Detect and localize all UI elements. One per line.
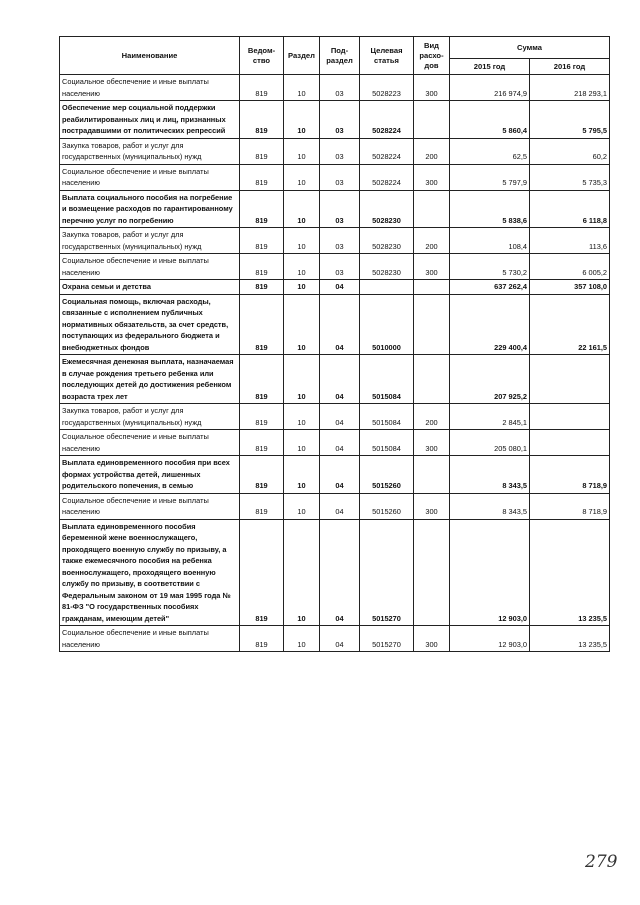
row-vedomstvo: 819: [240, 493, 284, 519]
table-row: [60, 626, 610, 652]
row-podrazdel: 03: [320, 190, 360, 228]
header-podrazdel: Под- раздел: [320, 37, 360, 75]
row-razdel: 10: [284, 456, 320, 494]
row-expense-type: 200: [414, 228, 450, 254]
row-expense-type: 300: [414, 493, 450, 519]
row-podrazdel: 03: [320, 164, 360, 190]
row-podrazdel: 04: [320, 430, 360, 456]
row-sum-2016: 357 108,0: [530, 280, 610, 295]
row-expense-type: 300: [414, 626, 450, 652]
row-sum-2016: 113,6: [530, 228, 610, 254]
row-vedomstvo: 819: [240, 430, 284, 456]
row-sum-2015: 62,5: [450, 138, 530, 164]
row-sum-2015: 216 974,9: [450, 75, 530, 101]
table-row: [60, 404, 610, 430]
row-expense-type: [414, 456, 450, 494]
row-sum-2015: 205 080,1: [450, 430, 530, 456]
row-expense-type: [414, 519, 450, 626]
row-name: Закупка товаров, работ и услуг для государственных (муниципальных) нужд: [60, 228, 240, 254]
table-row: [60, 456, 610, 494]
row-razdel: 10: [284, 138, 320, 164]
row-sum-2015: 108,4: [450, 228, 530, 254]
row-target-article: 5028224: [360, 138, 414, 164]
row-vedomstvo: 819: [240, 254, 284, 280]
row-target-article: 5015084: [360, 430, 414, 456]
row-name: Закупка товаров, работ и услуг для государственных (муниципальных) нужд: [60, 404, 240, 430]
row-sum-2016: 13 235,5: [530, 519, 610, 626]
row-sum-2016: 8 718,9: [530, 456, 610, 494]
row-target-article: 5015084: [360, 404, 414, 430]
row-razdel: 10: [284, 355, 320, 404]
row-razdel: 10: [284, 190, 320, 228]
row-razdel: 10: [284, 493, 320, 519]
table-row: [60, 190, 610, 228]
row-expense-type: [414, 280, 450, 295]
row-target-article: 5028224: [360, 101, 414, 139]
row-razdel: 10: [284, 228, 320, 254]
row-target-article: 5015084: [360, 355, 414, 404]
row-podrazdel: 03: [320, 101, 360, 139]
row-podrazdel: 03: [320, 228, 360, 254]
row-podrazdel: 03: [320, 75, 360, 101]
row-target-article: 5015270: [360, 626, 414, 652]
row-razdel: 10: [284, 75, 320, 101]
table-row: [60, 519, 610, 626]
row-sum-2015: 12 903,0: [450, 626, 530, 652]
row-sum-2015: 2 845,1: [450, 404, 530, 430]
row-sum-2016: [530, 355, 610, 404]
row-target-article: [360, 280, 414, 295]
row-name: Обеспечение мер социальной поддержки реабилитированных лиц и лиц, признанных пострадавшими от политических репрессий: [60, 101, 240, 139]
row-sum-2015: 207 925,2: [450, 355, 530, 404]
row-sum-2015: 8 343,5: [450, 456, 530, 494]
row-sum-2016: 8 718,9: [530, 493, 610, 519]
row-target-article: 5015260: [360, 456, 414, 494]
header-year-2015: 2015 год: [450, 59, 530, 75]
row-expense-type: 300: [414, 75, 450, 101]
row-vedomstvo: 819: [240, 190, 284, 228]
header-name: Наименование: [60, 37, 240, 75]
table-row: [60, 355, 610, 404]
row-vedomstvo: 819: [240, 404, 284, 430]
row-name: Социальное обеспечение и иные выплаты населению: [60, 254, 240, 280]
table-row: [60, 493, 610, 519]
row-sum-2016: 5 795,5: [530, 101, 610, 139]
row-razdel: 10: [284, 430, 320, 456]
row-expense-type: [414, 101, 450, 139]
row-vedomstvo: 819: [240, 164, 284, 190]
row-sum-2016: 22 161,5: [530, 294, 610, 355]
header-year-2016: 2016 год: [530, 59, 610, 75]
row-sum-2016: 5 735,3: [530, 164, 610, 190]
row-podrazdel: 04: [320, 294, 360, 355]
row-sum-2016: [530, 404, 610, 430]
row-podrazdel: 04: [320, 280, 360, 295]
row-target-article: 5028224: [360, 164, 414, 190]
row-target-article: 5028230: [360, 228, 414, 254]
header-sum: Сумма: [450, 37, 610, 59]
row-sum-2015: 5 797,9: [450, 164, 530, 190]
row-vedomstvo: 819: [240, 355, 284, 404]
row-sum-2015: 5 860,4: [450, 101, 530, 139]
row-podrazdel: 04: [320, 519, 360, 626]
budget-table: [59, 36, 610, 652]
row-name: Социальное обеспечение и иные выплаты населению: [60, 164, 240, 190]
row-name: Выплата единовременного пособия при всех формах устройства детей, лишенных родительского попечения, в семью: [60, 456, 240, 494]
table-row: [60, 280, 610, 295]
row-vedomstvo: 819: [240, 75, 284, 101]
row-razdel: 10: [284, 254, 320, 280]
table-row: [60, 294, 610, 355]
row-razdel: 10: [284, 164, 320, 190]
row-target-article: 5010000: [360, 294, 414, 355]
row-podrazdel: 04: [320, 626, 360, 652]
row-name: Ежемесячная денежная выплата, назначаемая в случае рождения третьего ребенка или последующих детей до достижения ребенком возраста трех лет: [60, 355, 240, 404]
header-razdel: Раздел: [284, 37, 320, 75]
row-podrazdel: 03: [320, 254, 360, 280]
row-podrazdel: 04: [320, 355, 360, 404]
row-sum-2015: 12 903,0: [450, 519, 530, 626]
row-vedomstvo: 819: [240, 138, 284, 164]
table-row: [60, 254, 610, 280]
row-sum-2015: 637 262,4: [450, 280, 530, 295]
row-expense-type: 300: [414, 254, 450, 280]
row-podrazdel: 03: [320, 138, 360, 164]
header-target-article: Целевая статья: [360, 37, 414, 75]
row-vedomstvo: 819: [240, 456, 284, 494]
row-expense-type: [414, 190, 450, 228]
row-sum-2015: 5 838,6: [450, 190, 530, 228]
row-sum-2015: 229 400,4: [450, 294, 530, 355]
row-razdel: 10: [284, 101, 320, 139]
table-row: [60, 430, 610, 456]
row-name: Закупка товаров, работ и услуг для государственных (муниципальных) нужд: [60, 138, 240, 164]
row-expense-type: 300: [414, 430, 450, 456]
row-razdel: 10: [284, 404, 320, 430]
table-row: [60, 138, 610, 164]
row-target-article: 5015270: [360, 519, 414, 626]
row-sum-2016: 218 293,1: [530, 75, 610, 101]
row-target-article: 5028223: [360, 75, 414, 101]
table-row: [60, 164, 610, 190]
row-sum-2016: 60,2: [530, 138, 610, 164]
page-number: 279: [585, 852, 618, 872]
row-podrazdel: 04: [320, 404, 360, 430]
row-vedomstvo: 819: [240, 101, 284, 139]
row-name: Выплата единовременного пособия беременной жене военнослужащего, проходящего военную службу по призыву, а также ежемесячного пособия на ребенка военнослужащего, проходящего военную службу по призыву, в соответствии с Федеральным законом от 19 мая 1995 года № 81-ФЗ "О государственных пособиях гражданам, имеющим детей": [60, 519, 240, 626]
header-expense-type: Вид расхо- дов: [414, 37, 450, 75]
row-name: Социальное обеспечение и иные выплаты населению: [60, 493, 240, 519]
header-vedomstvo: Ведом- ство: [240, 37, 284, 75]
row-sum-2016: [530, 430, 610, 456]
row-target-article: 5028230: [360, 254, 414, 280]
table-row: [60, 228, 610, 254]
row-expense-type: 200: [414, 138, 450, 164]
row-vedomstvo: 819: [240, 519, 284, 626]
row-razdel: 10: [284, 294, 320, 355]
row-sum-2016: 13 235,5: [530, 626, 610, 652]
row-sum-2015: 8 343,5: [450, 493, 530, 519]
table-row: [60, 75, 610, 101]
row-sum-2016: 6 005,2: [530, 254, 610, 280]
row-target-article: 5028230: [360, 190, 414, 228]
row-target-article: 5015260: [360, 493, 414, 519]
row-razdel: 10: [284, 280, 320, 295]
row-name: Социальное обеспечение и иные выплаты населению: [60, 626, 240, 652]
row-vedomstvo: 819: [240, 294, 284, 355]
row-sum-2016: 6 118,8: [530, 190, 610, 228]
row-name: Социальная помощь, включая расходы, связанные с исполнением публичных нормативных обязательств, за счет средств, поступающих из федерального бюджета и внебюджетных фондов: [60, 294, 240, 355]
row-sum-2015: 5 730,2: [450, 254, 530, 280]
row-podrazdel: 04: [320, 456, 360, 494]
row-vedomstvo: 819: [240, 626, 284, 652]
row-vedomstvo: 819: [240, 280, 284, 295]
row-razdel: 10: [284, 626, 320, 652]
row-expense-type: [414, 294, 450, 355]
row-name: Социальное обеспечение и иные выплаты населению: [60, 75, 240, 101]
row-expense-type: 300: [414, 164, 450, 190]
row-name: Охрана семьи и детства: [60, 280, 240, 295]
row-name: Социальное обеспечение и иные выплаты населению: [60, 430, 240, 456]
row-podrazdel: 04: [320, 493, 360, 519]
row-razdel: 10: [284, 519, 320, 626]
row-vedomstvo: 819: [240, 228, 284, 254]
row-expense-type: [414, 355, 450, 404]
row-expense-type: 200: [414, 404, 450, 430]
table-row: [60, 101, 610, 139]
row-name: Выплата социального пособия на погребение и возмещение расходов по гарантированному перечню услуг по погребению: [60, 190, 240, 228]
